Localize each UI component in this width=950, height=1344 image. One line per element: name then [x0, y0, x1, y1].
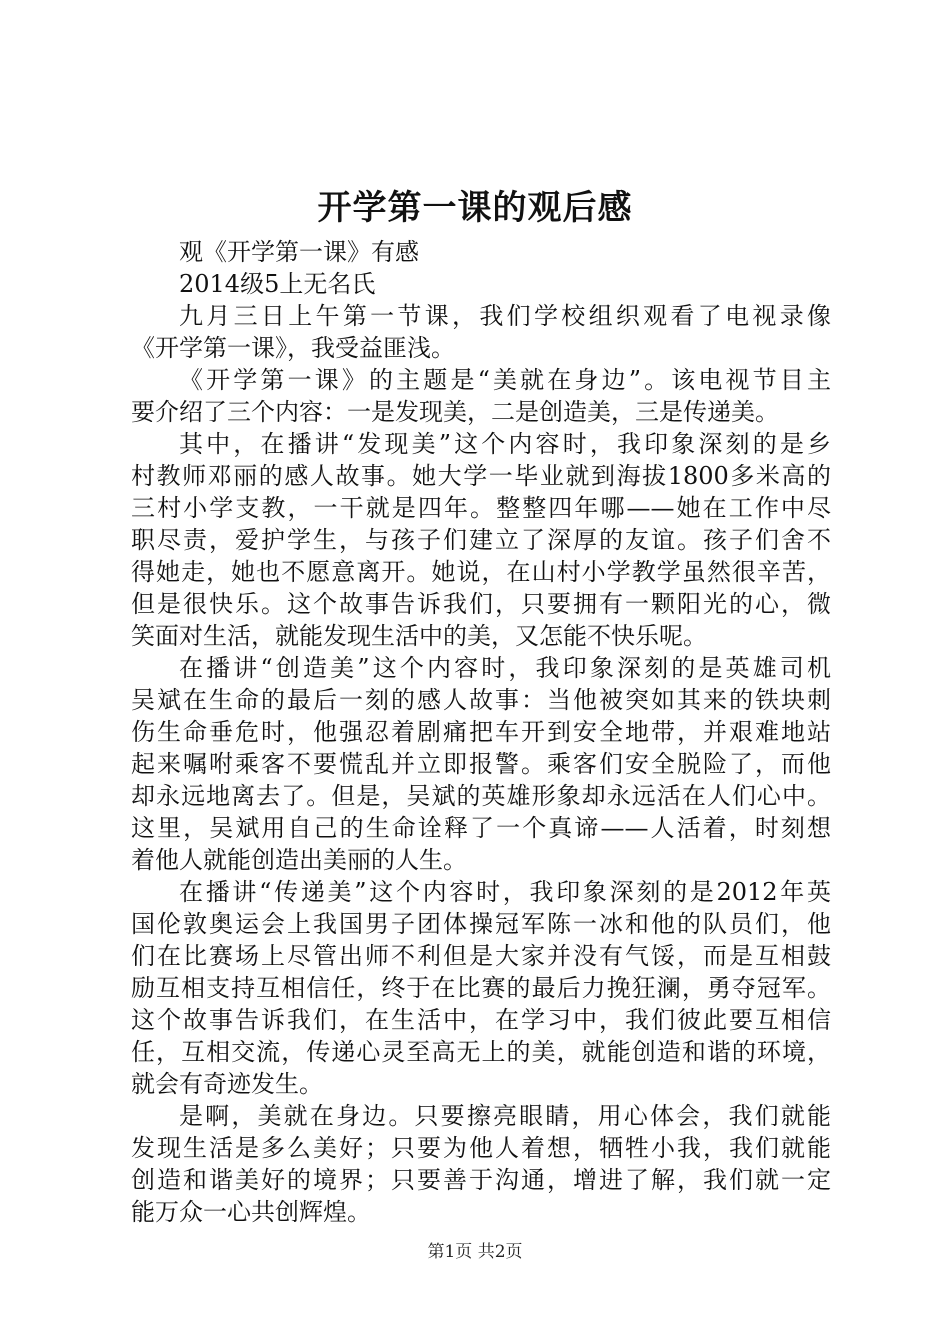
text-line: 国伦敦奥运会上我国男子团体操冠军陈一冰和他的队员们，他 — [131, 910, 831, 938]
text-line: 九月三日上午第一节课，我们学校组织观看了电视录像 — [179, 302, 831, 330]
text-line: 《开学第一课》的主题是“美就在身边”。该电视节目主 — [179, 366, 831, 394]
text-line: 在播讲“传递美”这个内容时，我印象深刻的是2012年英 — [179, 878, 831, 906]
text-line: 要介绍了三个内容：一是发现美，二是创造美，三是传递美。 — [131, 398, 779, 426]
text-line: 吴斌在生命的最后一刻的感人故事：当他被突如其来的铁块刺 — [131, 686, 831, 714]
text-line: 但是很快乐。这个故事告诉我们，只要拥有一颗阳光的心，微 — [131, 590, 831, 618]
text-line: 得她走，她也不愿意离开。她说，在山村小学教学虽然很辛苦， — [131, 558, 831, 586]
text-line: 励互相支持互相信任，终于在比赛的最后力挽狂澜，勇夺冠军。 — [131, 974, 831, 1002]
text-line: 职尽责，爱护学生，与孩子们建立了深厚的友谊。孩子们舍不 — [131, 526, 831, 554]
page-title: 开学第一课的观后感 — [317, 188, 633, 228]
text-line: 这个故事告诉我们，在生活中，在学习中，我们彼此要互相信 — [131, 1006, 831, 1034]
text-line: 《开学第一课》，我受益匪浅。 — [131, 334, 455, 362]
text-line: 们在比赛场上尽管出师不利但是大家并没有气馁，而是互相鼓 — [131, 942, 831, 970]
text-line: 2014级5上无名氏 — [179, 270, 376, 298]
text-line: 是啊，美就在身边。只要擦亮眼睛，用心体会，我们就能 — [179, 1102, 831, 1130]
text-line: 能万众一心共创辉煌。 — [131, 1198, 371, 1226]
text-line: 在播讲“创造美”这个内容时，我印象深刻的是英雄司机 — [179, 654, 831, 682]
text-line: 创造和谐美好的境界；只要善于沟通，增进了解，我们就一定 — [131, 1166, 831, 1194]
document-body — [131, 236, 831, 1228]
text-line: 发现生活是多么美好；只要为他人着想，牺牲小我，我们就能 — [131, 1134, 831, 1162]
text-line: 笑面对生活，就能发现生活中的美，又怎能不快乐呢。 — [131, 622, 707, 650]
text-line: 伤生命垂危时，他强忍着剧痛把车开到安全地带，并艰难地站 — [131, 718, 831, 746]
text-line: 起来嘱咐乘客不要慌乱并立即报警。乘客们安全脱险了，而他 — [131, 750, 831, 778]
text-line: 就会有奇迹发生。 — [131, 1070, 323, 1098]
text-line: 着他人就能创造出美丽的人生。 — [131, 846, 467, 874]
text-line: 这里，吴斌用自己的生命诠释了一个真谛——人活着，时刻想 — [131, 814, 831, 842]
text-line: 任，互相交流，传递心灵至高无上的美，就能创造和谐的环境， — [131, 1038, 831, 1066]
text-line: 观《开学第一课》有感 — [179, 238, 419, 266]
text-line: 却永远地离去了。但是，吴斌的英雄形象却永远活在人们心中。 — [131, 782, 831, 810]
page-footer: 第1页 共2页 — [427, 1242, 523, 1262]
text-line: 村教师邓丽的感人故事。她大学一毕业就到海拔1800多米高的 — [131, 462, 831, 490]
text-line: 其中，在播讲“发现美”这个内容时，我印象深刻的是乡 — [179, 430, 831, 458]
text-line: 三村小学支教，一干就是四年。整整四年哪——她在工作中尽 — [131, 494, 831, 522]
